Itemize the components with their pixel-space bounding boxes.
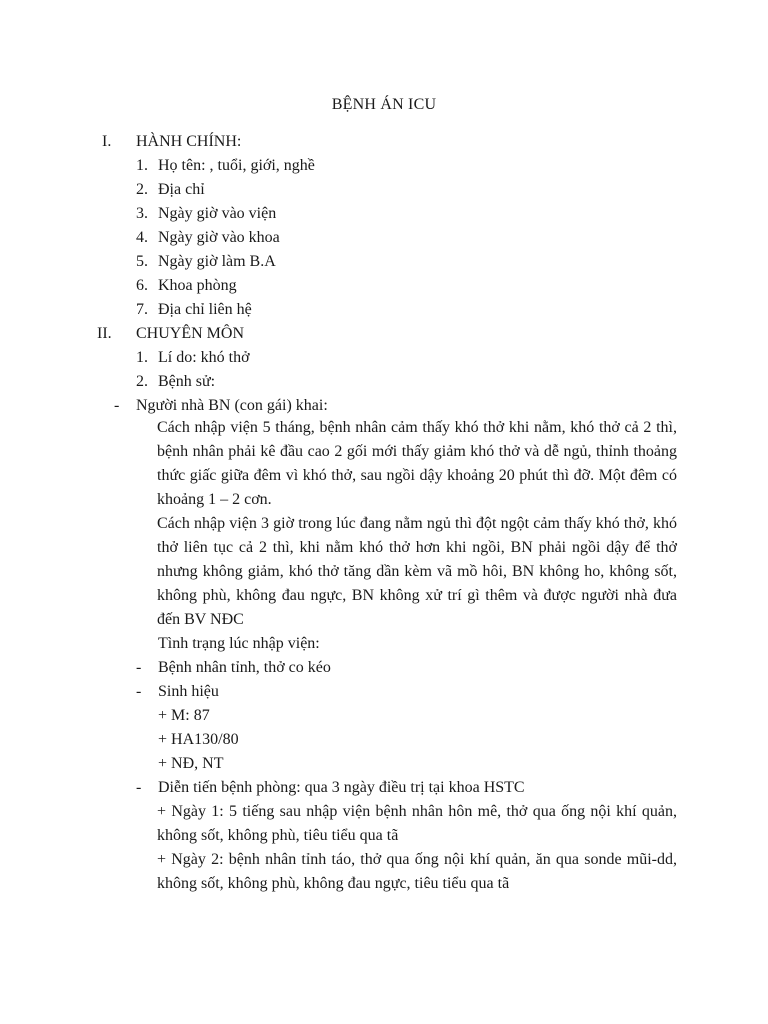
list-item: Khoa phòng	[158, 277, 237, 294]
list-item: Địa chỉ liên hệ	[158, 301, 252, 318]
list-item-number: 1.	[136, 157, 148, 174]
progress-line: Diễn tiến bệnh phòng: qua 3 ngày điều trị tại khoa HSTC	[158, 779, 525, 796]
informant-line: Người nhà BN (con gái) khai:	[136, 397, 328, 414]
list-item: Ngày giờ vào viện	[158, 205, 277, 222]
vital-sign: + NĐ, NT	[158, 755, 224, 772]
history-paragraph-1: Cách nhập viện 5 tháng, bệnh nhân cảm thấy khó thở khi nằm, khó thở cả 2 thì, bệnh nhân phải kê đầu cao 2 gối mới thấy giảm khó thở và dễ ngủ, thỉnh thoảng thức giấc giữa đêm vì khó thở, sau ngồi dậy khoảng 20 phút thì đỡ. Một đêm có khoảng 1 – 2 cơn.	[157, 419, 677, 508]
list-item-number: 3.	[136, 205, 148, 222]
list-item: Họ tên: , tuổi, giới, nghề	[158, 157, 315, 174]
bullet-dash: -	[136, 683, 142, 700]
document-title: BỆNH ÁN ICU	[331, 96, 437, 113]
status-item: Bệnh nhân tỉnh, thở co kéo	[158, 659, 331, 676]
bullet-dash: -	[114, 397, 120, 414]
history-paragraph-2: Cách nhập viện 3 giờ trong lúc đang nằm ngủ thì đột ngột cảm thấy khó thở, khó thở liên tục cả 2 thì, khi nằm khó thở hơn khi ngồi, BN phải ngồi dậy để thở nhưng không giảm, khó thở tăng dần kèm vã mồ hôi, BN không ho, không sốt, không phù, không đau ngực, BN không xử trí gì thêm và được người nhà đưa đến BV NĐC	[157, 515, 677, 628]
list-item: Ngày giờ làm B.A	[158, 253, 276, 270]
progress-day-2: + Ngày 2: bệnh nhân tỉnh táo, thở qua ống nội khí quản, ăn qua sonde mũi-dd, không sốt, không phù, không đau ngực, tiêu tiểu qua tã	[157, 851, 677, 892]
list-item-number: 4.	[136, 229, 148, 246]
section-2-numeral: II.	[97, 325, 112, 342]
admission-status-label: Tình trạng lúc nhập viện:	[158, 635, 320, 652]
section-2-heading: CHUYÊN MÔN	[136, 325, 244, 342]
list-item: Lí do: khó thở	[158, 349, 250, 366]
list-item-number: 5.	[136, 253, 148, 270]
list-item-number: 7.	[136, 301, 148, 318]
vital-sign: + M: 87	[158, 707, 210, 724]
bullet-dash: -	[136, 779, 142, 796]
list-item-number: 6.	[136, 277, 148, 294]
list-item: Địa chỉ	[158, 181, 205, 198]
section-1-heading: HÀNH CHÍNH:	[136, 133, 242, 150]
list-item: Bệnh sử:	[158, 373, 216, 390]
status-item: Sinh hiệu	[158, 683, 219, 700]
list-item-number: 1.	[136, 349, 148, 366]
list-item-number: 2.	[136, 181, 148, 198]
list-item-number: 2.	[136, 373, 148, 390]
vital-sign: + HA130/80	[158, 731, 239, 748]
bullet-dash: -	[136, 659, 142, 676]
section-1-numeral: I.	[102, 133, 112, 150]
progress-day-1: + Ngày 1: 5 tiếng sau nhập viện bệnh nhân hôn mê, thở qua ống nội khí quản, không sốt, không phù, tiêu tiểu qua tã	[157, 803, 677, 844]
list-item: Ngày giờ vào khoa	[158, 229, 280, 246]
